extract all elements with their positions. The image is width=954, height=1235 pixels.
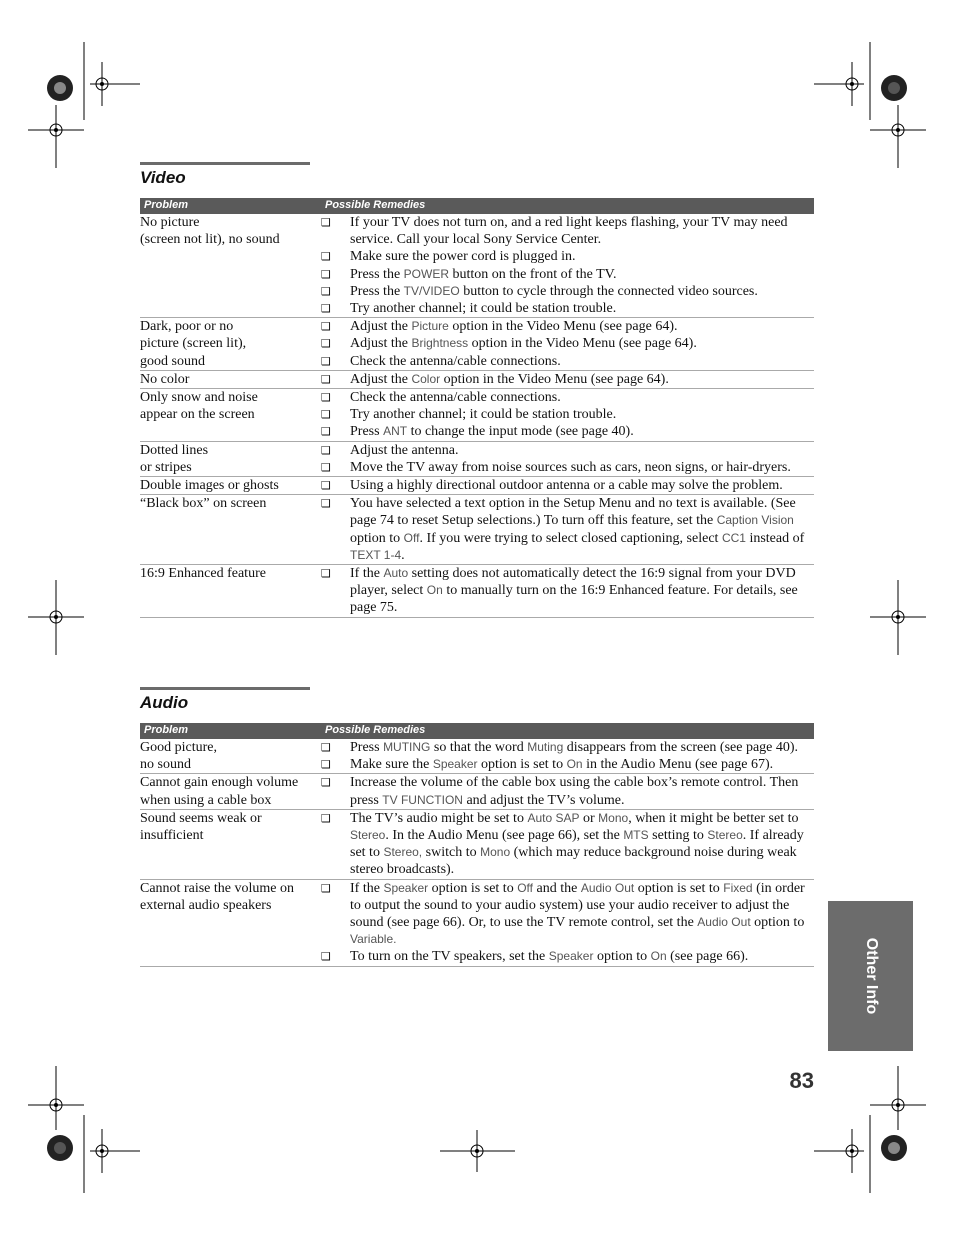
- remedy-item: [321, 880, 814, 949]
- remedy-text: The TV’s audio might be set to: [350, 810, 528, 826]
- remedy-text: If the: [350, 880, 384, 896]
- remedy-text: If your TV does not turn on, and a red light keeps flashing, your TV may need service. Call your local Sony Service Center.: [350, 215, 788, 248]
- checkbox-bullet-icon: ❑: [321, 443, 331, 457]
- table-row: [140, 318, 814, 371]
- problem-cell: [140, 389, 320, 423]
- checkbox-bullet-icon: ❑: [321, 758, 331, 772]
- checkbox-bullet-icon: ❑: [321, 497, 331, 511]
- remedies-cell: [321, 810, 814, 879]
- remedy-text: (see page 66).: [666, 949, 749, 965]
- problem-text: No picture: [140, 215, 200, 230]
- remedy-item: [321, 389, 814, 406]
- audio-table-header: [140, 723, 814, 739]
- remedy-text: option is set to: [477, 757, 567, 773]
- menu-keyword: On: [566, 757, 583, 772]
- menu-keyword: Speaker: [548, 949, 594, 964]
- remedy-text: Press: [350, 424, 384, 440]
- remedy-text: Adjust the antenna.: [350, 442, 459, 458]
- remedies-cell: [321, 389, 814, 441]
- remedy-text: so that the word: [430, 740, 528, 755]
- menu-keyword: Off: [517, 880, 533, 895]
- menu-keyword: Caption Vision: [716, 513, 794, 528]
- menu-keyword: MTS: [623, 828, 649, 843]
- remedy-item: [321, 335, 814, 352]
- checkbox-bullet-icon: ❑: [321, 302, 331, 316]
- checkbox-bullet-icon: ❑: [321, 354, 331, 368]
- remedy-item: [321, 739, 814, 756]
- problem-cell: [140, 442, 320, 476]
- checkbox-bullet-icon: ❑: [321, 811, 331, 825]
- remedy-text: option to: [593, 949, 651, 965]
- menu-keyword: Variable.: [350, 932, 397, 947]
- column-header-remedies: Possible Remedies: [325, 724, 426, 736]
- menu-keyword: Audio Out: [580, 880, 635, 895]
- checkbox-bullet-icon: ❑: [321, 216, 331, 229]
- table-row: [140, 214, 814, 318]
- remedies-cell: [321, 318, 814, 370]
- menu-keyword: Muting: [527, 740, 564, 754]
- problem-text: Sound seems weak or: [140, 810, 262, 826]
- menu-keyword: Mono: [598, 810, 629, 825]
- table-row: [140, 774, 814, 809]
- remedy-text: .: [401, 547, 405, 563]
- remedy-text: Press: [350, 740, 384, 755]
- checkbox-bullet-icon: ❑: [321, 267, 331, 281]
- remedy-text: in the Audio Menu (see page 67).: [582, 757, 774, 773]
- checkbox-bullet-icon: ❑: [321, 479, 331, 493]
- menu-keyword: On: [650, 949, 667, 964]
- menu-keyword: On: [426, 583, 443, 598]
- remedy-text: button on the front of the TV.: [449, 266, 617, 282]
- table-row: [140, 739, 814, 774]
- remedies-cell: [321, 495, 814, 564]
- remedy-item: [321, 318, 814, 335]
- problem-text: Cannot gain enough volume: [140, 775, 299, 791]
- remedy-text: setting to: [648, 828, 708, 844]
- checkbox-bullet-icon: ❑: [321, 567, 331, 581]
- remedy-item: [321, 774, 814, 808]
- menu-keyword: Audio Out: [697, 915, 751, 930]
- problem-cell: [140, 214, 320, 248]
- problem-cell: [140, 880, 320, 914]
- menu-keyword: POWER: [403, 266, 450, 281]
- problem-cell: [140, 318, 320, 370]
- menu-keyword: Stereo,: [383, 845, 423, 860]
- checkbox-bullet-icon: ❑: [321, 776, 331, 790]
- problem-text: good sound: [140, 353, 205, 369]
- problem-cell: [140, 810, 320, 844]
- checkbox-bullet-icon: ❑: [321, 950, 331, 964]
- remedy-text: option in the Video Menu (see page 64).: [468, 336, 697, 352]
- problem-text: picture (screen lit),: [140, 336, 247, 352]
- column-header-problem: Problem: [144, 724, 189, 736]
- remedies-cell: [321, 565, 814, 617]
- checkbox-bullet-icon: ❑: [321, 741, 331, 754]
- remedy-text: . In the Audio Menu (see page 66), set the: [385, 828, 624, 844]
- remedy-text: option is set to: [428, 880, 518, 896]
- menu-keyword: Auto: [383, 566, 409, 581]
- remedies-cell: [321, 739, 814, 773]
- menu-keyword: Picture: [411, 319, 449, 334]
- table-row: [140, 371, 814, 389]
- remedy-text: to manually turn on the 16:9 Enhanced feature. For details, see page 75.: [350, 583, 798, 616]
- remedy-item: [321, 214, 814, 248]
- side-tab-label: Other Info: [862, 937, 880, 1015]
- checkbox-bullet-icon: ❑: [321, 881, 331, 895]
- menu-keyword: Stereo: [350, 828, 386, 843]
- problem-text: Only snow and noise: [140, 390, 258, 406]
- remedy-item: [321, 283, 814, 300]
- menu-keyword: Brightness: [411, 336, 469, 351]
- table-row: [140, 442, 814, 477]
- remedy-text: and the: [533, 880, 581, 896]
- remedy-item: [321, 810, 814, 879]
- problem-cell: [140, 371, 320, 388]
- menu-keyword: TV FUNCTION: [382, 792, 463, 807]
- remedy-text: disappears from the screen (see page 40).: [563, 740, 799, 755]
- remedy-item: [321, 371, 814, 388]
- column-header-remedies: Possible Remedies: [325, 199, 426, 211]
- remedy-text: Move the TV away from noise sources such as cars, neon signs, or hair-dryers.: [350, 459, 791, 475]
- remedy-text: Try another channel; it could be station trouble.: [350, 407, 617, 423]
- remedy-text: You have selected a text option in the Setup Menu and no text is available. (See page 74 to reset Setup selections.) To turn off this feature, set the: [350, 496, 796, 529]
- checkbox-bullet-icon: ❑: [321, 372, 331, 386]
- remedy-text: instead of: [745, 530, 805, 546]
- remedy-item: [321, 423, 814, 440]
- remedy-text: Check the antenna/cable connections.: [350, 390, 561, 406]
- table-row: [140, 565, 814, 618]
- menu-keyword: Mono: [480, 845, 511, 860]
- remedy-text: or: [579, 810, 599, 826]
- remedy-item: [321, 248, 814, 265]
- video-table-body: [140, 214, 814, 618]
- menu-keyword: Color: [411, 371, 441, 386]
- problem-text: Good picture,: [140, 740, 217, 755]
- checkbox-bullet-icon: ❑: [321, 391, 331, 405]
- remedy-text: and adjust the TV’s volume.: [462, 792, 625, 808]
- problem-text: Cannot raise the volume on: [140, 880, 294, 896]
- remedy-text: Press the: [350, 266, 404, 282]
- remedy-text: button to cycle through the connected video sources.: [459, 283, 758, 299]
- checkbox-bullet-icon: ❑: [321, 460, 331, 474]
- checkbox-bullet-icon: ❑: [321, 425, 331, 439]
- problem-text: insufficient: [140, 828, 204, 844]
- remedy-item: [321, 495, 814, 564]
- menu-keyword: Auto SAP: [527, 810, 580, 825]
- problem-text: 16:9 Enhanced feature: [140, 566, 266, 582]
- checkbox-bullet-icon: ❑: [321, 408, 331, 422]
- menu-keyword: Fixed: [723, 880, 753, 895]
- page-number: 83: [789, 1068, 814, 1093]
- remedy-text: Press the: [350, 283, 404, 299]
- checkbox-bullet-icon: ❑: [321, 320, 331, 334]
- section-rule: [140, 162, 310, 165]
- table-row: [140, 477, 814, 495]
- problem-text: “Black box” on screen: [140, 496, 267, 512]
- problem-text: (screen not lit), no sound: [140, 232, 280, 248]
- remedy-text: , when it might be better set to: [628, 810, 799, 826]
- remedy-text: setting does not automatically detect the 16:9 signal from your DVD player, select: [350, 566, 796, 599]
- audio-table-body: [140, 739, 814, 967]
- remedy-text: option is set to: [634, 880, 724, 896]
- table-row: [140, 880, 814, 967]
- remedy-text: Check the antenna/cable connections.: [350, 353, 561, 369]
- problem-text: No color: [140, 371, 190, 387]
- table-row: [140, 495, 814, 565]
- menu-keyword: CC1: [721, 530, 746, 545]
- menu-keyword: MUTING: [383, 740, 431, 754]
- menu-keyword: Speaker: [432, 757, 478, 772]
- problem-cell: [140, 565, 320, 582]
- remedy-item: [321, 948, 814, 965]
- remedies-cell: [321, 371, 814, 388]
- problem-text: when using a cable box: [140, 792, 272, 808]
- side-tab-other-info: [828, 901, 913, 1051]
- remedy-item: [321, 406, 814, 423]
- remedy-text: Increase the volume of the cable box using the cable box’s remote control. Then press: [350, 775, 799, 808]
- remedy-text: Adjust the: [350, 336, 412, 352]
- checkbox-bullet-icon: ❑: [321, 337, 331, 351]
- problem-text: Dotted lines: [140, 442, 209, 458]
- remedy-item: [321, 756, 814, 773]
- remedies-cell: [321, 214, 814, 317]
- remedy-text: switch to: [422, 845, 481, 861]
- checkbox-bullet-icon: ❑: [321, 250, 331, 264]
- problem-cell: [140, 495, 320, 512]
- section-title-video: Video: [140, 168, 186, 187]
- section-rule: [140, 687, 310, 690]
- remedy-item: [321, 477, 814, 494]
- remedies-cell: [321, 880, 814, 966]
- remedies-cell: [321, 442, 814, 476]
- remedy-text: . If you were trying to select closed captioning, select: [419, 530, 722, 546]
- problem-text: external audio speakers: [140, 897, 272, 913]
- problem-cell: [140, 477, 320, 494]
- remedy-text: option in the Video Menu (see page 64).: [448, 319, 678, 335]
- remedy-text: Try another channel; it could be station trouble.: [350, 301, 617, 317]
- menu-keyword: TV/VIDEO: [403, 283, 460, 298]
- remedy-item: [321, 442, 814, 459]
- remedies-cell: [321, 774, 814, 808]
- remedy-text: . If already set to: [350, 828, 804, 861]
- menu-keyword: Stereo: [707, 828, 743, 843]
- remedy-text: Make sure the: [350, 757, 433, 773]
- remedy-text: To turn on the TV speakers, set the: [350, 949, 549, 965]
- problem-text: Dark, poor or no: [140, 319, 234, 335]
- remedy-item: [321, 353, 814, 370]
- remedy-text: (in order to output the sound to your audio system) use your audio receiver to adjust the sound (see page 66). Or, to use the TV remote control, set the: [350, 880, 805, 931]
- problem-text: no sound: [140, 757, 191, 773]
- problem-text: or stripes: [140, 459, 192, 475]
- remedy-text: option to: [750, 915, 805, 931]
- menu-keyword: Off: [403, 530, 420, 545]
- section-title-audio: Audio: [140, 693, 189, 712]
- menu-keyword: TEXT 1-4: [350, 547, 402, 562]
- remedy-text: Adjust the: [350, 371, 412, 387]
- checkbox-bullet-icon: ❑: [321, 284, 331, 298]
- table-row: [140, 389, 814, 442]
- table-row: [140, 810, 814, 880]
- column-header-problem: Problem: [144, 199, 189, 211]
- remedy-text: Adjust the: [350, 319, 412, 335]
- remedy-item: [321, 300, 814, 317]
- problem-text: appear on the screen: [140, 407, 255, 423]
- remedy-text: option in the Video Menu (see page 64).: [440, 371, 669, 387]
- video-table-header: [140, 198, 814, 214]
- menu-keyword: ANT: [383, 424, 408, 439]
- remedy-text: Using a highly directional outdoor antenna or a cable may solve the problem.: [350, 478, 783, 494]
- remedy-text: If the: [350, 566, 384, 582]
- problem-cell: [140, 739, 320, 773]
- remedy-item: [321, 266, 814, 283]
- remedy-item: [321, 565, 814, 617]
- remedy-text: to change the input mode (see page 40).: [407, 424, 634, 440]
- problem-text: Double images or ghosts: [140, 478, 279, 494]
- remedy-text: option to: [350, 530, 404, 546]
- remedy-text: (which may reduce background noise during weak stereo broadcasts).: [350, 845, 797, 878]
- remedies-cell: [321, 477, 814, 494]
- remedy-text: Make sure the power cord is plugged in.: [350, 249, 576, 265]
- menu-keyword: Speaker: [383, 880, 429, 895]
- remedy-item: [321, 459, 814, 476]
- problem-cell: [140, 774, 320, 808]
